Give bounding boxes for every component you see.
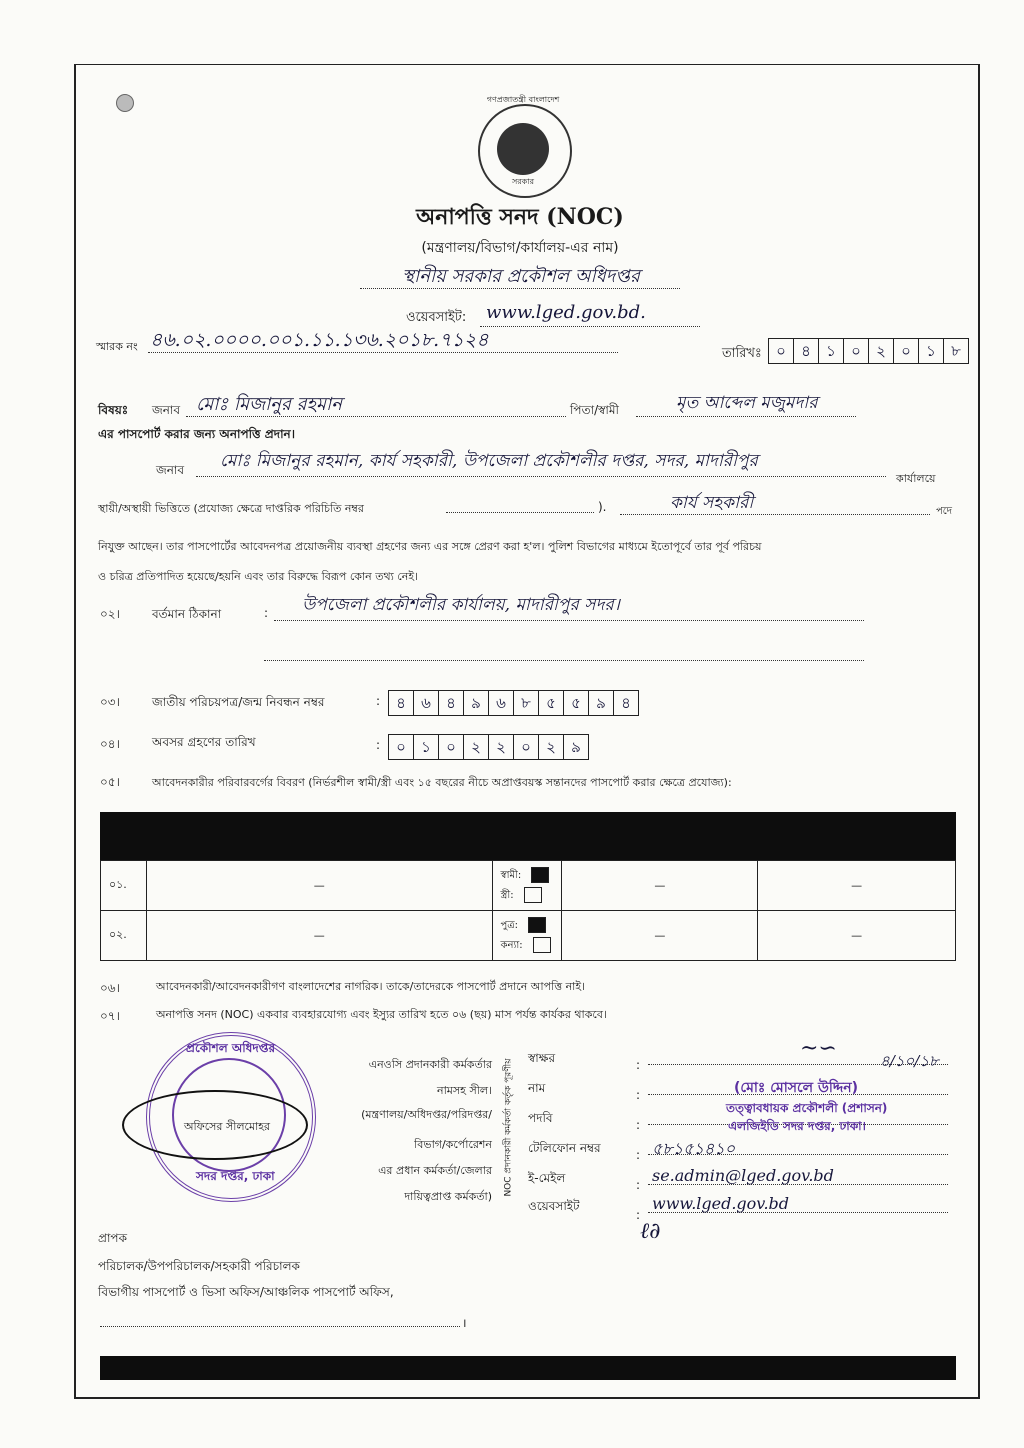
item-3-number: ০৩। xyxy=(100,695,120,709)
nid-label: জাতীয় পরিচয়পত্র/জন্ম নিবন্ধন নম্বর xyxy=(152,695,325,709)
relation-checkbox[interactable] xyxy=(533,937,551,953)
signatory-l2: নামসহ সীল। xyxy=(437,1084,492,1097)
family-row xyxy=(101,861,956,911)
relation-option: পুত্র: xyxy=(500,919,519,931)
item-4-number: ০৪। xyxy=(100,737,120,751)
item-7-number: ০৭। xyxy=(100,1009,120,1023)
family-name: — xyxy=(146,911,492,961)
post-suffix: পদে xyxy=(936,506,953,517)
seal-text: প্রকৌশল অধিদপ্তর xyxy=(186,1041,276,1055)
digit-cell: ৬ xyxy=(414,691,439,715)
signatory-l1: এনওসি প্রদানকারী কর্মকর্তার xyxy=(368,1058,492,1071)
digit-cell: ৫ xyxy=(539,691,564,715)
body-mr-label: জনাব xyxy=(156,463,185,477)
seal-label: অফিসের সীলমোহর xyxy=(184,1120,271,1133)
signatory-l4: বিভাগ/কর্পোরেশন xyxy=(414,1138,492,1151)
subject-label: বিষয়ঃ xyxy=(98,403,129,417)
recipient-line-2: বিভাগীয় পাসপোর্ট ও ভিসা অফিস/আঞ্চলিক পাসপোর্ট অফিস, xyxy=(98,1285,394,1299)
retire-label: অবসর গ্রহণের তারিখ xyxy=(152,735,256,749)
relation-option: স্বামী: xyxy=(500,869,522,881)
signatory-l6: দায়িত্বপ্রাপ্ত কর্মকর্তা) xyxy=(404,1190,492,1203)
designation-line: মোঃ মিজানুর রহমান, কার্য সহকারী, উপজেলা প্রকৌশলীর দপ্তর, সদর, মাদারীপুর xyxy=(220,451,758,471)
citizen-text: আবেদনকারী/আবেদনকারীগণ বাংলাদেশের নাগরিক। তাকে/তাদেরকে পাসপোর্ট প্রদানে আপত্তি নাই। xyxy=(156,980,586,993)
family-table xyxy=(100,860,956,961)
digit-cell: ৪ xyxy=(794,339,819,363)
digit-cell: ৮ xyxy=(951,342,961,360)
recipient-line-1: পরিচালক/উপপরিচালক/সহকারী পরিচালক xyxy=(98,1259,300,1273)
post-value: কার্য সহকারী xyxy=(670,493,754,513)
digit-cell: ১ xyxy=(414,735,439,759)
mr-label: জনাব xyxy=(152,403,181,417)
family-col-4: — xyxy=(562,911,758,961)
digit-cell: ০ xyxy=(389,735,414,759)
family-col-5: — xyxy=(758,911,956,961)
field-sign-label: স্বাক্ষর xyxy=(528,1051,556,1065)
web-value: www.lged.gov.bd xyxy=(652,1194,790,1213)
field-name-label: নাম xyxy=(528,1081,546,1095)
father-label: পিতা/স্বামী xyxy=(570,403,619,417)
office-name: স্থানীয় সরকার প্রকৌশল অধিদপ্তর xyxy=(402,266,640,287)
relation-option: স্ত্রী: xyxy=(500,889,514,901)
map-icon xyxy=(497,123,549,175)
basis-text: স্থায়ী/অস্থায়ী ভিত্তিতে (প্রযোজ্য ক্ষেত্রে দাপ্তরিক পরিচিতি নম্বর xyxy=(98,502,364,515)
item-6-number: ০৬। xyxy=(100,981,120,995)
recipient-label: প্রাপক xyxy=(98,1231,127,1245)
field-web-label: ওয়েবসাইট xyxy=(528,1199,580,1213)
seal-circle-mark xyxy=(122,1090,308,1160)
family-name: — xyxy=(146,861,492,911)
date-label: তারিখঃ xyxy=(722,346,762,361)
relation-checkbox[interactable] xyxy=(528,917,546,933)
relation-checkbox[interactable] xyxy=(531,867,549,883)
sign-date: ৪/১০/১৮ xyxy=(880,1052,939,1070)
seal-bottom-text: সদর দপ্তর, ঢাকা xyxy=(196,1169,275,1183)
digit-cell: ০ xyxy=(844,339,869,363)
vertical-note: NOC প্রদানকারী কর্মকর্তা কর্তৃক পূরণীয় xyxy=(503,1058,514,1197)
memo-value: ৪৬.০২.০০০০.০০১.১১.১৩৬.২০১৮.৭১২৪ xyxy=(150,329,489,351)
stamp-post: তত্ত্বাবধায়ক প্রকৌশলী (প্রশাসন) xyxy=(726,1101,888,1115)
page-subtitle: (মন্ত্রণালয়/বিভাগ/কার্যালয়-এর নাম) xyxy=(421,240,619,256)
body-para-1: নিযুক্ত আছেন। তার পাসপোর্টের আবেদনপত্র প্রয়োজনীয় ব্যবস্থা গ্রহণের জন্য এর সঙ্গে প্রেরণ করা হ'ল। পুলিশ বিভাগের মাধ্যমে ইতোপূর্বে তার পূর্ব পরিচয় xyxy=(98,540,762,553)
family-label: আবেদনকারীর পরিবারবর্গের বিবরণ (নির্ভরশীল স্বামী/স্ত্রী এবং ১৫ বছরের নীচে অপ্রাপ্তবয়স্ক সন্তানদের পাসপোর্ট করার ক্ষেত্রে প্রযোজ্য): xyxy=(152,776,732,789)
digit-cell: ০ xyxy=(514,735,539,759)
digit-cell: ৪ xyxy=(621,694,631,712)
family-sl: ০২. xyxy=(101,911,147,961)
family-row xyxy=(101,911,956,961)
signatory-l5: এর প্রধান কর্মকর্তা/জেলার xyxy=(378,1164,492,1177)
digit-cell: ০ xyxy=(894,339,919,363)
digit-cell: ৯ xyxy=(464,691,489,715)
emblem-bottom-text: সরকার xyxy=(511,177,534,186)
phone-value: ৫৮১৫১৪১০ xyxy=(652,1139,736,1158)
digit-cell: ৫ xyxy=(564,691,589,715)
family-sl: ০১. xyxy=(101,861,147,911)
nid-box xyxy=(388,690,639,716)
family-table-header xyxy=(100,812,956,860)
digit-cell: ৯ xyxy=(571,738,581,756)
digit-cell: ০ xyxy=(769,339,794,363)
initial-signature: ℓ∂ xyxy=(640,1219,661,1244)
subject-purpose: এর পাসপোর্ট করার জন্য অনাপত্তি প্রদান। xyxy=(98,427,296,441)
digit-cell: ২ xyxy=(489,735,514,759)
stamp-office: এলজিইডি সদর দপ্তর, ঢাকা। xyxy=(728,1119,866,1133)
page-title: অনাপত্তি সনদ (NOC) xyxy=(416,204,624,230)
signature: ~∽ xyxy=(800,1036,837,1061)
field-phone-label: টেলিফোন নম্বর xyxy=(528,1141,601,1155)
father-name: মৃত আব্দেল মজুমদার xyxy=(676,393,818,413)
digit-cell: ০ xyxy=(439,735,464,759)
digit-cell: ১ xyxy=(819,339,844,363)
email-value: se.admin@lged.gov.bd xyxy=(652,1166,834,1185)
signatory-l3: (মন্ত্রণালয়/অধিদপ্তর/পরিদপ্তর/ xyxy=(361,1108,492,1121)
stamp-name: (মোঃ মোসলে উদ্দিন) xyxy=(734,1080,858,1096)
digit-cell: ৬ xyxy=(489,691,514,715)
item-2-number: ০২। xyxy=(100,607,120,621)
field-email-label: ই-মেইল xyxy=(528,1171,566,1185)
digit-cell: ১ xyxy=(919,339,944,363)
office-suffix: কার্যালয়ে xyxy=(896,472,936,485)
family-col-4: — xyxy=(562,861,758,911)
family-col-5: — xyxy=(758,861,956,911)
validity-text: অনাপত্তি সনদ (NOC) একবার ব্যবহারযোগ্য এবং ইস্যুর তারিখ হতে ০৬ (ছয়) মাস পর্যন্ত কার্যকর থাকবে। xyxy=(156,1008,607,1021)
digit-cell: ২ xyxy=(539,735,564,759)
applicant-name: মোঃ মিজানুর রহমান xyxy=(196,394,342,415)
digit-cell: ৮ xyxy=(514,691,539,715)
footer-bar xyxy=(100,1356,956,1380)
digit-cell: ৪ xyxy=(389,691,414,715)
emblem-top-text: গণপ্রজাতন্ত্রী বাংলাদেশ xyxy=(486,95,560,104)
body-para-2: ও চরিত্র প্রতিপাদিত হয়েছে/হয়নি এবং তার বিরুদ্ধে বিরূপ কোন তথ্য নেই। xyxy=(98,570,418,583)
basis-close: ). xyxy=(598,500,607,514)
digit-cell: ২ xyxy=(869,339,894,363)
memo-label: স্মারক নং xyxy=(96,340,138,353)
address-value: উপজেলা প্রকৌশলীর কার্যালয়, মাদারীপুর সদর। xyxy=(302,595,620,615)
punch-hole xyxy=(116,94,134,112)
field-post-label: পদবি xyxy=(528,1111,553,1125)
website-value: www.lged.gov.bd. xyxy=(486,302,646,323)
relation-option: কন্যা: xyxy=(500,939,523,951)
website-label: ওয়েবসাইট: xyxy=(406,310,467,325)
digit-cell: ৯ xyxy=(589,691,614,715)
retire-box xyxy=(388,734,589,760)
address-label: বর্তমান ঠিকানা xyxy=(152,607,222,621)
digit-cell: ২ xyxy=(464,735,489,759)
digit-cell: ৪ xyxy=(439,691,464,715)
relation-checkbox[interactable] xyxy=(524,887,542,903)
date-box xyxy=(768,338,969,364)
item-5-number: ০৫। xyxy=(100,775,120,789)
